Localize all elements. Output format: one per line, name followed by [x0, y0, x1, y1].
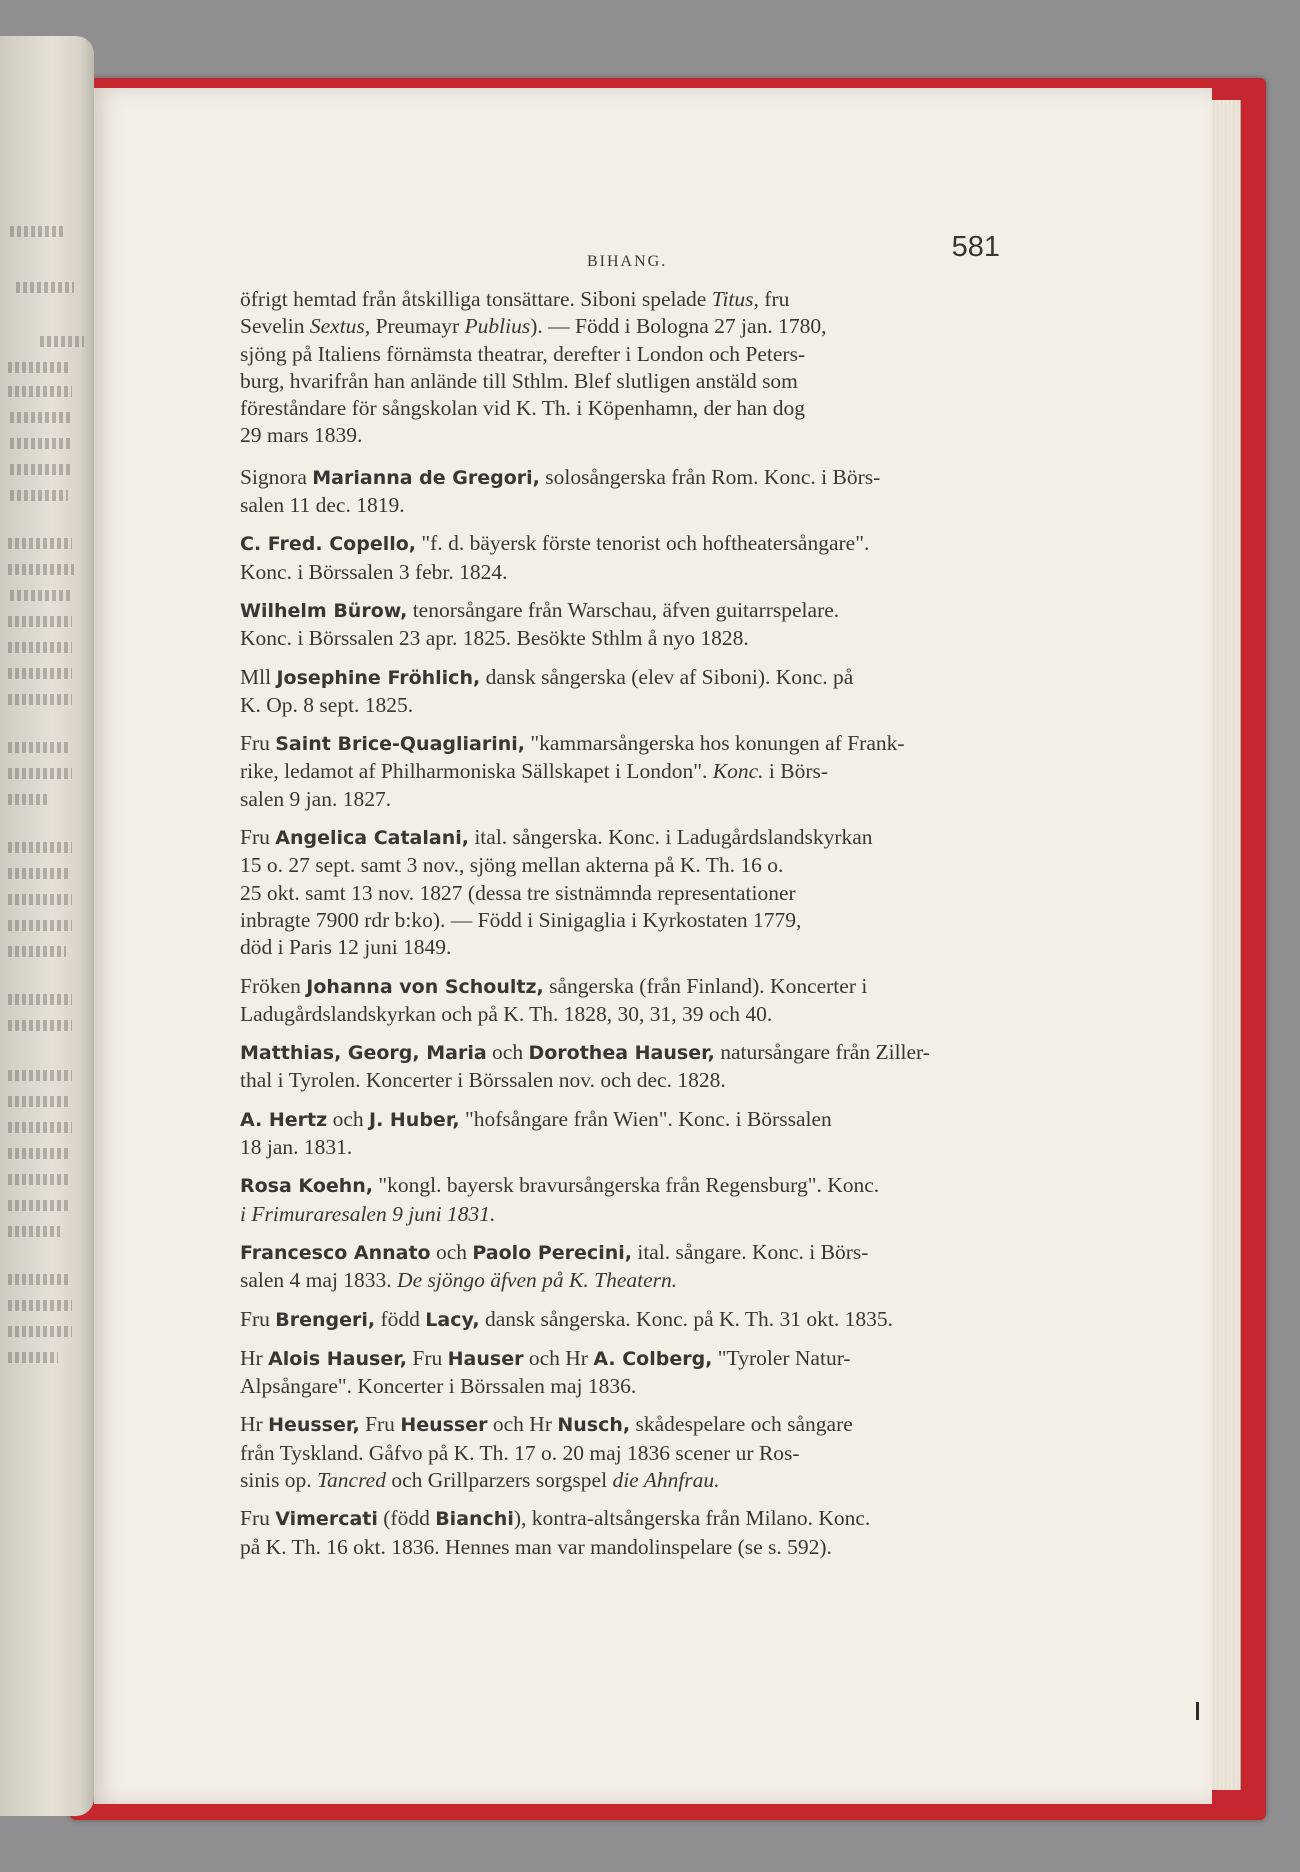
text-segment: och [486, 1040, 529, 1065]
text-segment: ). — Född i Bologna 27 jan. 1780, [530, 314, 827, 339]
text-segment: ital. sångerska. Konc. i Ladugårdslandskyrkan [468, 825, 873, 850]
text-line [240, 1505, 1030, 1533]
text-line [240, 1440, 1030, 1467]
text-segment: ), kontra-altsångerska från Milano. Konc. [513, 1506, 871, 1531]
text-segment: på K. Th. 16 okt. 1836. Hennes man var mandolinspelare (se s. 592). [240, 1534, 832, 1559]
entry [240, 1306, 1030, 1334]
italic-text: Publius [464, 314, 531, 339]
text-segment: Ladugårdslandskyrkan och på K. Th. 1828, 30, 31, 39 och 40. [240, 1001, 773, 1026]
text-segment: salen 4 maj 1833. [240, 1268, 398, 1293]
text-line [240, 1411, 1030, 1439]
text-line [240, 1106, 1030, 1134]
text-line [240, 1467, 1030, 1494]
text-line [240, 1172, 1030, 1200]
facing-page-edge [0, 36, 94, 1816]
page-edges [1208, 100, 1241, 1790]
text-segment: Konc. i Börssalen 23 apr. 1825. Besökte Sthlm å nyo 1828. [240, 626, 749, 651]
text-line [240, 422, 1030, 449]
person-name: Alois Hauser, [268, 1347, 408, 1370]
text-segment: från Tyskland. Gåfvo på K. Th. 17 o. 20 maj 1836 scener ur Ros- [240, 1440, 800, 1465]
entry [240, 530, 1030, 586]
text-segment: 29 mars 1839. [240, 423, 363, 448]
text-segment: Fru [240, 1506, 276, 1531]
text-segment: och [430, 1239, 473, 1264]
person-name: Rosa Koehn, [240, 1175, 374, 1198]
text-line [240, 625, 1030, 652]
italic-text: De sjöngo äfven på K. Theatern. [397, 1268, 678, 1293]
text-line [240, 758, 1030, 785]
text-line [240, 786, 1030, 813]
text-segment: , Preumayr [364, 314, 465, 339]
running-head: BIHANG. [587, 253, 668, 270]
text-segment: Fru [407, 1345, 448, 1370]
person-name: Heusser [400, 1414, 488, 1437]
text-line [240, 1239, 1030, 1267]
person-name: Nusch, [557, 1414, 631, 1437]
text-segment: Fru [240, 731, 276, 756]
text-line [240, 559, 1030, 586]
entry [240, 1239, 1030, 1295]
text-segment: "hofsångare från Wien". Konc. i Börssalen [459, 1106, 832, 1131]
text-segment: solosångerska från Rom. Konc. i Börs- [539, 464, 881, 489]
text-line [240, 1373, 1030, 1400]
person-name: Angelica Catalani, [275, 827, 469, 850]
text-segment: Hr [240, 1412, 269, 1437]
text-segment: "f. d. bäyersk förste tenorist och hoftheatersångare". [416, 531, 870, 556]
person-name: Lacy, [425, 1308, 480, 1331]
entry [240, 1039, 1030, 1095]
italic-text: Tancred [317, 1467, 386, 1492]
text-line [240, 1201, 1030, 1228]
text-line [240, 907, 1030, 934]
text-line [240, 824, 1030, 852]
text-line [240, 1306, 1030, 1334]
entry [240, 730, 1030, 813]
text-segment: sjöng på Italiens förnämsta theatrar, derefter i London och Peters- [240, 341, 806, 366]
entry [240, 464, 1030, 520]
text-line [240, 368, 1030, 395]
person-name: Hauser [447, 1347, 524, 1370]
person-name: Josephine Fröhlich, [276, 666, 481, 689]
text-segment: burg, hvarifrån han anlände till Sthlm. Blef slutligen anstäld som [240, 368, 798, 393]
person-name: Matthias, Georg, Maria [240, 1042, 487, 1065]
text-segment: skådespelare och sångare [630, 1412, 853, 1437]
page-text [240, 231, 1030, 1572]
text-segment: dansk sångerska. Konc. på K. Th. 31 okt. 1835. [479, 1306, 894, 1331]
text-segment: "Tyroler Natur- [712, 1345, 851, 1370]
text-line [240, 1534, 1030, 1561]
text-segment: "kongl. bayersk bravursångerska från Regensburg". Konc. [373, 1173, 880, 1198]
text-segment: Fröken [240, 973, 307, 998]
text-segment: inbragte 7900 rdr b:ko). — Född i Sinigaglia i Kyrkostaten 1779, [240, 907, 802, 932]
person-name: A. Hertz [240, 1108, 328, 1131]
text-line [240, 852, 1030, 879]
text-line [240, 464, 1030, 492]
text-segment: och Hr [523, 1345, 594, 1370]
text-segment: (född [377, 1506, 436, 1531]
entry-list [240, 286, 1030, 1561]
text-segment: Signora [240, 464, 313, 489]
entry [240, 1411, 1030, 1494]
text-segment: dansk sångerska (elev af Siboni). Konc. på [480, 664, 854, 689]
italic-text: die Ahnfrau. [612, 1467, 720, 1492]
text-line [240, 313, 1030, 340]
text-segment: Hr [240, 1345, 269, 1370]
text-line [240, 341, 1030, 368]
text-segment: , fru [753, 287, 790, 311]
entry [240, 597, 1030, 653]
text-line [240, 1067, 1030, 1094]
text-line [240, 1345, 1030, 1373]
text-segment: K. Op. 8 sept. 1825. [240, 692, 414, 717]
text-line [240, 597, 1030, 625]
person-name: Dorothea Hauser, [528, 1042, 715, 1065]
person-name: C. Fred. Copello, [240, 533, 417, 556]
text-line [240, 664, 1030, 692]
person-name: Marianna de Gregori, [312, 466, 540, 489]
person-name: Paolo Perecini, [472, 1241, 632, 1264]
entry [240, 286, 1030, 450]
entry [240, 1106, 1030, 1162]
entry [240, 824, 1030, 961]
person-name: Johanna von Schoultz, [306, 975, 544, 998]
text-line [240, 1039, 1030, 1067]
person-name: Brengeri, [275, 1308, 376, 1331]
text-segment: 25 okt. samt 13 nov. 1827 (dessa tre sistnämnda representationer [240, 880, 796, 905]
text-segment: thal i Tyrolen. Koncerter i Börssalen nov. och dec. 1828. [240, 1068, 726, 1093]
italic-text: i Frimuraresalen 9 juni 1831. [240, 1201, 496, 1226]
entry [240, 1505, 1030, 1561]
text-segment: salen 11 dec. 1819. [240, 493, 405, 518]
person-name: Heusser, [268, 1414, 360, 1437]
text-line [240, 530, 1030, 558]
text-segment: tenorsångare från Warschau, äfven guitarrspelare. [407, 597, 840, 622]
text-segment: Fru [240, 1306, 276, 1331]
page-edge-mark [1196, 1702, 1199, 1720]
text-segment: Konc. i Börssalen 3 febr. 1824. [240, 559, 508, 584]
page-header [240, 231, 1030, 286]
text-segment: natursångare från Ziller- [714, 1040, 930, 1065]
text-line [240, 1134, 1030, 1161]
page-number: 581 [951, 231, 1000, 263]
person-name: J. Huber, [369, 1108, 460, 1131]
italic-text: Sextus [309, 314, 365, 339]
text-segment: och [327, 1106, 369, 1131]
person-name: Saint Brice-Quagliarini, [275, 733, 525, 756]
text-segment: sångerska (från Finland). Koncerter i [543, 973, 868, 998]
text-line [240, 730, 1030, 758]
person-name: Francesco Annato [240, 1241, 431, 1264]
text-segment: 18 jan. 1831. [240, 1135, 353, 1160]
text-segment: Sevelin [240, 314, 310, 339]
text-segment: och Grillparzers sorgspel [385, 1467, 613, 1492]
text-segment: ital. sångare. Konc. i Börs- [631, 1239, 869, 1264]
text-segment: död i Paris 12 juni 1849. [240, 935, 452, 960]
text-segment: salen 9 jan. 1827. [240, 786, 392, 811]
text-line [240, 1001, 1030, 1028]
text-segment: 15 o. 27 sept. samt 3 nov., sjöng mellan akterna på K. Th. 16 o. [240, 853, 784, 878]
person-name: A. Colberg, [593, 1347, 713, 1370]
text-segment: sinis op. [240, 1467, 318, 1492]
text-segment: "kammarsångerska hos konungen af Frank- [524, 731, 905, 756]
text-segment: Fru [359, 1412, 401, 1437]
text-segment: Mll [240, 664, 277, 689]
entry [240, 664, 1030, 720]
text-segment: rike, ledamot af Philharmoniska Sällskapet i London". [240, 759, 713, 784]
entry [240, 1172, 1030, 1228]
person-name: Wilhelm Bürow, [240, 599, 408, 622]
text-segment: och Hr [487, 1412, 558, 1437]
entry [240, 1345, 1030, 1401]
text-segment: öfrigt hemtad från åtskilliga tonsättare. Siboni spelade [240, 287, 712, 311]
text-segment: Fru [240, 825, 276, 850]
entry [240, 973, 1030, 1029]
text-segment: föreståndare för sångskolan vid K. Th. i Köpenhamn, der han dog [240, 396, 806, 421]
text-segment: i Börs- [763, 759, 828, 784]
text-line [240, 973, 1030, 1001]
text-line [240, 286, 1030, 313]
text-line [240, 934, 1030, 961]
text-line [240, 692, 1030, 719]
italic-text: Konc. [712, 759, 764, 784]
text-line [240, 492, 1030, 519]
text-segment: född [375, 1306, 426, 1331]
text-segment: Alpsångare". Koncerter i Börssalen maj 1836. [240, 1374, 637, 1399]
text-line [240, 1267, 1030, 1294]
text-line [240, 395, 1030, 422]
person-name: Vimercati [275, 1508, 378, 1531]
person-name: Bianchi [435, 1508, 514, 1531]
italic-text: Titus [711, 287, 754, 311]
text-line [240, 880, 1030, 907]
